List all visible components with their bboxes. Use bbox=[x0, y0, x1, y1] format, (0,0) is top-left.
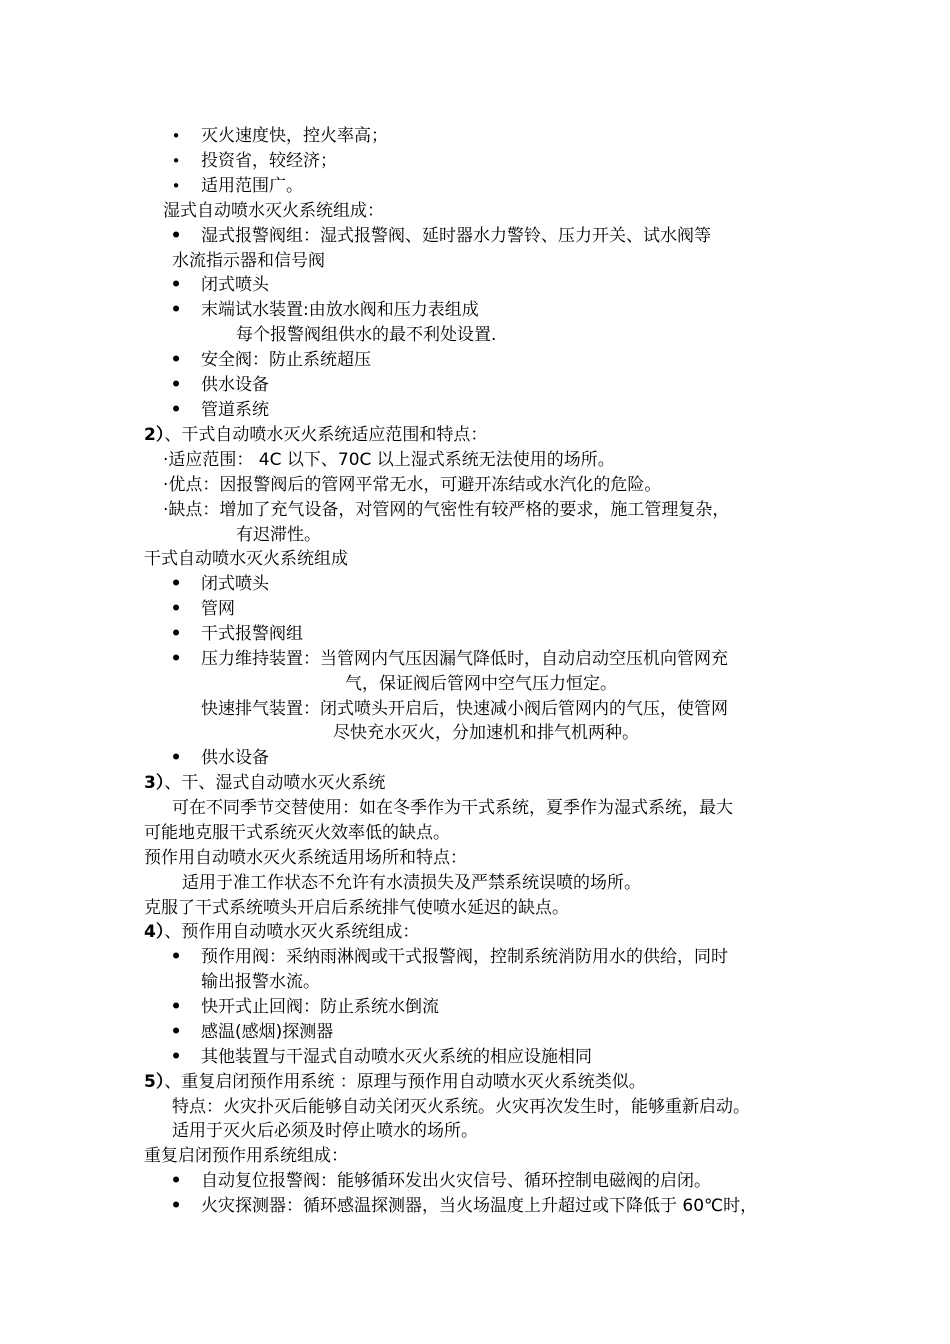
text-line: 自动复位报警阀：能够循环发出火灾信号、循环控制电磁阀的启闭。 bbox=[201, 1171, 711, 1191]
text-line: 预作用阀：采纳雨淋阀或干式报警阀，控制系统消防用水的供给，同时 bbox=[201, 947, 728, 967]
text-line: 尽快充水灭火，分加速机和排气机两种。 bbox=[333, 723, 639, 743]
bullet-icon: • bbox=[170, 300, 182, 320]
heading-text: 、重复启闭预作用系统 ：原理与预作用自动喷水灭火系统类似。 bbox=[164, 1072, 646, 1092]
text-line: 每个报警阀组供水的最不利处设置. bbox=[236, 325, 497, 345]
section-heading: 干式自动喷水灭火系统组成 bbox=[144, 549, 348, 569]
heading-text: 、干、湿式自动喷水灭火系统 bbox=[164, 773, 386, 793]
text-line: 输出报警水流。 bbox=[201, 972, 320, 992]
text-line: ·优点：因报警阀后的管网平常无水，可避开冻结或水汽化的危险。 bbox=[163, 475, 662, 495]
bullet-icon: • bbox=[170, 1047, 182, 1067]
text-line: 快开式止回阀：防止系统水倒流 bbox=[201, 997, 439, 1017]
heading-number: 5） bbox=[144, 1072, 165, 1092]
bullet-icon: • bbox=[170, 997, 182, 1017]
heading-text: 、预作用自动喷水灭火系统组成： bbox=[164, 922, 420, 942]
text-line: 管道系统 bbox=[201, 400, 269, 420]
text-line: 可在不同季节交替使用：如在冬季作为干式系统，夏季作为湿式系统，最大 bbox=[172, 798, 733, 818]
bullet-icon: • bbox=[170, 748, 182, 768]
bullet-icon: • bbox=[170, 226, 182, 246]
section-heading: 预作用自动喷水灭火系统适用场所和特点： bbox=[144, 848, 467, 868]
text-line: 特点：火灾扑灭后能够自动关闭灭火系统。火灾再次发生时，能够重新启动。 bbox=[172, 1097, 750, 1117]
numbered-heading bbox=[144, 771, 385, 795]
bullet-icon: • bbox=[170, 375, 182, 395]
bullet-icon: • bbox=[170, 1022, 182, 1042]
text-line: 供水设备 bbox=[201, 748, 269, 768]
section-heading: 湿式自动喷水灭火系统组成： bbox=[163, 201, 384, 221]
bullet-icon: • bbox=[170, 947, 182, 967]
text-line: 闭式喷头 bbox=[201, 574, 269, 594]
text-line: 管网 bbox=[201, 599, 235, 619]
text-line: 适用范围广。 bbox=[201, 176, 303, 196]
bullet-icon: • bbox=[170, 1196, 182, 1216]
heading-text: 、干式自动喷水灭火系统适应范围和特点： bbox=[164, 425, 488, 445]
text-line: 压力维持装置：当管网内气压因漏气降低时，自动启动空压机向管网充 bbox=[201, 649, 728, 669]
text-line: 投资省，较经济； bbox=[201, 151, 337, 171]
bullet-icon: • bbox=[171, 152, 181, 170]
text-line: 有迟滞性。 bbox=[236, 525, 321, 545]
text-line: 可能地克服干式系统灭火效率低的缺点。 bbox=[144, 823, 450, 843]
numbered-heading bbox=[144, 423, 487, 447]
text-line: 快速排气装置：闭式喷头开启后，快速减小阀后管网内的气压，使管网 bbox=[201, 699, 728, 719]
bullet-icon: • bbox=[171, 177, 181, 195]
heading-number: 2） bbox=[144, 425, 165, 445]
bullet-icon: • bbox=[170, 1171, 182, 1191]
bullet-icon: • bbox=[170, 624, 182, 644]
bullet-icon: • bbox=[170, 649, 182, 669]
heading-number: 3） bbox=[144, 773, 165, 793]
bullet-icon: • bbox=[170, 574, 182, 594]
text-line: 水流指示器和信号阀 bbox=[172, 251, 325, 271]
heading-number: 4） bbox=[144, 922, 165, 942]
bullet-icon: • bbox=[171, 127, 181, 145]
text-line: 感温(感烟)探测器 bbox=[201, 1022, 334, 1042]
text-line: 适用于准工作状态不允许有水渍损失及严禁系统误喷的场所。 bbox=[182, 873, 641, 893]
text-line: 末端试水装置:由放水阀和压力表组成 bbox=[201, 300, 479, 320]
text-line: 供水设备 bbox=[201, 375, 269, 395]
numbered-heading bbox=[144, 920, 419, 944]
text-line: 灭火速度快，控火率高； bbox=[201, 126, 388, 146]
text-line: 湿式报警阀组：湿式报警阀、延时器水力警铃、压力开关、试水阀等 bbox=[201, 226, 711, 246]
text-line: ·缺点：增加了充气设备，对管网的气密性有较严格的要求，施工管理复杂， bbox=[163, 500, 730, 520]
text-line: 其他装置与干湿式自动喷水灭火系统的相应设施相同 bbox=[201, 1047, 592, 1067]
text-line: ·适应范围： 4C 以下、70C 以上湿式系统无法使用的场所。 bbox=[163, 450, 615, 470]
text-line: 安全阀：防止系统超压 bbox=[201, 350, 371, 370]
bullet-icon: • bbox=[170, 400, 182, 420]
text-line: 干式报警阀组 bbox=[201, 624, 303, 644]
text-line: 适用于灭火后必须及时停止喷水的场所。 bbox=[172, 1121, 478, 1141]
bullet-icon: • bbox=[170, 275, 182, 295]
text-line: 气，保证阀后管网中空气压力恒定。 bbox=[345, 674, 617, 694]
text-line: 闭式喷头 bbox=[201, 275, 269, 295]
text-line: 火灾探测器：循环感温探测器，当火场温度上升超过或下降低于 60℃时， bbox=[201, 1196, 758, 1216]
bullet-icon: • bbox=[170, 599, 182, 619]
section-heading: 重复启闭预作用系统组成： bbox=[144, 1146, 348, 1166]
text-line: 克服了干式系统喷头开启后系统排气使喷水延迟的缺点。 bbox=[144, 898, 569, 918]
numbered-heading bbox=[144, 1070, 646, 1094]
bullet-icon: • bbox=[170, 350, 182, 370]
